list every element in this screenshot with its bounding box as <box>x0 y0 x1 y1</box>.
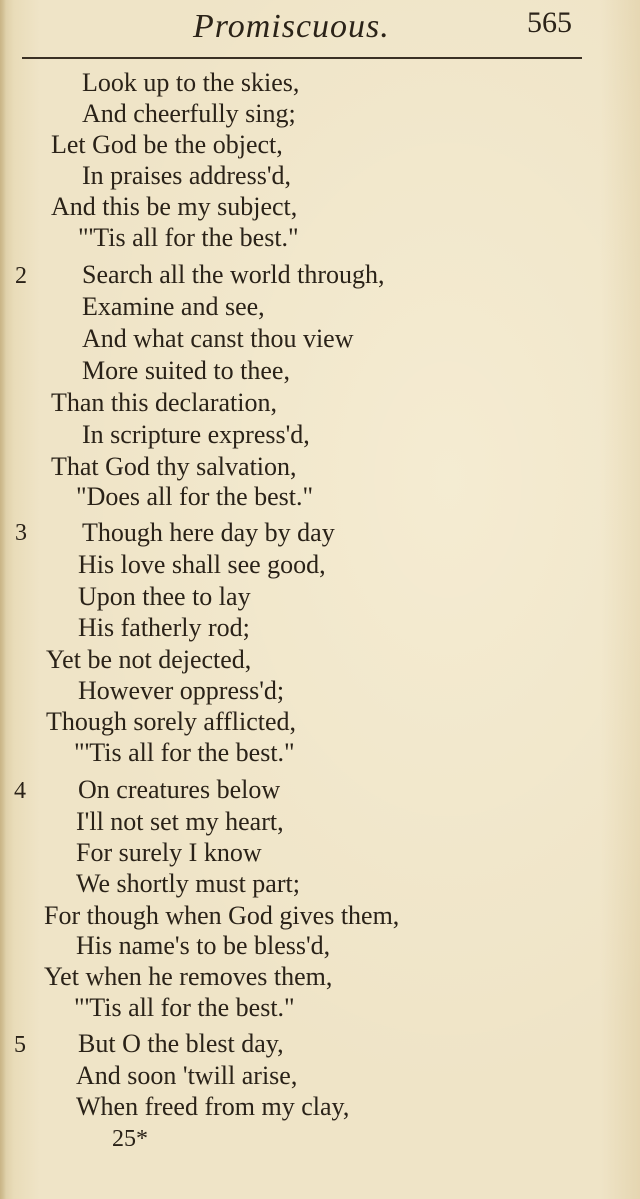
stanza-1-line-1: Look up to the skies, <box>82 68 300 97</box>
stanza-3-line-4: His fatherly rod; <box>78 613 250 642</box>
stanza-1-line-6: "'Tis all for the best." <box>78 223 299 252</box>
page-number: 565 <box>527 6 572 39</box>
stanza-4-line-5: For though when God gives them, <box>44 901 400 930</box>
verse-number-5: 5 <box>14 1032 26 1058</box>
stanza-3-line-1: Though here day by day <box>82 518 335 547</box>
stanza-1-line-5: And this be my subject, <box>51 192 298 221</box>
stanza-4-line-6: His name's to be bless'd, <box>76 931 331 960</box>
stanza-5-line-2: And soon 'twill arise, <box>76 1061 298 1090</box>
stanza-1-line-3: Let God be the object, <box>51 130 283 159</box>
stanza-5-line-1: But O the blest day, <box>78 1029 284 1058</box>
stanza-3-line-6: However oppress'd; <box>78 676 285 705</box>
stanza-5-line-3: When freed from my clay, <box>76 1092 350 1121</box>
stanza-3-line-7: Though sorely afflicted, <box>46 707 297 736</box>
stanza-3-line-2: His love shall see good, <box>78 550 326 579</box>
stanza-1-line-4: In praises address'd, <box>82 161 292 190</box>
stanza-4-line-1: On creatures below <box>78 775 281 804</box>
stanza-4-line-2: I'll not set my heart, <box>76 807 284 836</box>
stanza-2-line-7: That God thy salvation, <box>51 452 297 481</box>
verse-number-3: 3 <box>15 520 27 546</box>
stanza-2-line-4: More suited to thee, <box>82 356 290 385</box>
stanza-4-line-7: Yet when he removes them, <box>44 962 333 991</box>
stanza-3-line-3: Upon thee to lay <box>78 582 251 611</box>
stanza-1-line-2: And cheerfully sing; <box>82 99 296 128</box>
stanza-2-line-5: Than this declaration, <box>51 388 277 417</box>
stanza-2-line-6: In scripture express'd, <box>82 420 310 449</box>
verse-number-4: 4 <box>14 778 26 804</box>
stanza-3-line-8: "'Tis all for the best." <box>74 738 295 767</box>
signature-mark: 25* <box>112 1126 148 1152</box>
stanza-2-line-1: Search all the world through, <box>82 260 385 289</box>
running-title: Promiscuous. <box>193 8 390 45</box>
stanza-4-line-8: "'Tis all for the best." <box>74 993 295 1022</box>
stanza-3-line-5: Yet be not dejected, <box>46 645 252 674</box>
stanza-2-line-8: "Does all for the best." <box>76 482 314 511</box>
stanza-2-line-3: And what canst thou view <box>82 324 354 353</box>
stanza-2-line-2: Examine and see, <box>82 292 265 321</box>
stanza-4-line-3: For surely I know <box>76 838 262 867</box>
stanza-4-line-4: We shortly must part; <box>76 869 300 898</box>
verse-number-2: 2 <box>15 263 27 289</box>
